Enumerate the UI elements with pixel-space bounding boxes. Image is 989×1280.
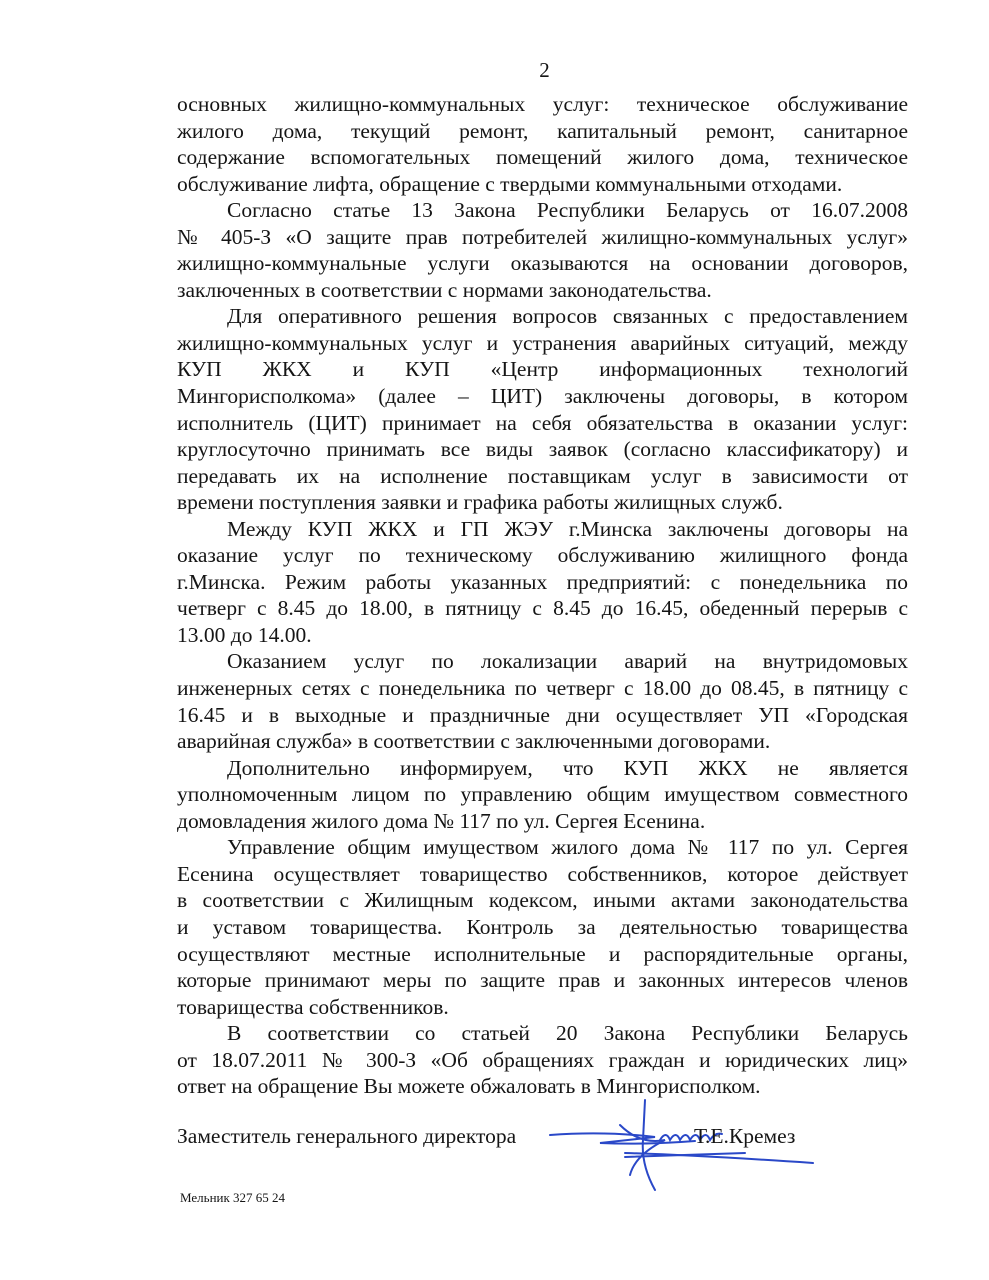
text-line: товарищества собственников. (177, 994, 449, 1019)
text-line: четверг с 8.45 до 18.00, в пятницу с 8.45 до 16.45, обеденный перерыв с (177, 596, 908, 621)
text-line: В соответствии со статьей 20 Закона Республики Беларусь (227, 1021, 908, 1046)
text-line: 16.45 и в выходные и праздничные дни осуществляет УП «Городская (177, 702, 908, 727)
text-line: осуществляют местные исполнительные и распорядительные органы, (177, 941, 908, 966)
text-line: времени поступления заявки и графика работы жилищных служб. (177, 490, 783, 515)
text-line: основных жилищно-коммунальных услуг: техническое обслуживание (177, 92, 908, 116)
text-line: заключенных в соответствии с нормами законодательства. (177, 277, 712, 302)
paragraph (177, 755, 908, 835)
text-line: и уставом товарищества. Контроль за деятельностью товарищества (177, 914, 908, 939)
text-line: Между КУП ЖКХ и ГП ЖЭУ г.Минска заключены договоры на (227, 516, 908, 541)
text-line: аварийная служба» в соответствии с заключенными договорами. (177, 729, 771, 754)
paragraph (177, 648, 908, 754)
paragraph (177, 1020, 908, 1100)
text-line: круглосуточно принимать все виды заявок (согласно классификатору) и (177, 437, 908, 462)
text-line: № 405-З «О защите прав потребителей жилищно-коммунальных услуг» (177, 224, 908, 249)
text-line: Для оперативного решения вопросов связанных с предоставлением (227, 304, 908, 329)
text-line: Оказанием услуг по локализации аварий на внутридомовых (227, 649, 908, 674)
signatory-position: Заместитель генерального директора (177, 1124, 517, 1148)
text-line: в соответствии с Жилищным кодексом, иными актами законодательства (177, 888, 908, 913)
signatory-name: Т.Е.Кремез (694, 1124, 796, 1148)
text-line: жилого дома, текущий ремонт, капитальный ремонт, санитарное (177, 118, 908, 143)
text-line: оказание услуг по техническому обслуживанию жилищного фонда (177, 543, 908, 568)
text-line: содержание вспомогательных помещений жилого дома, техническое (177, 145, 908, 170)
text-line: Управление общим имуществом жилого дома № 117 по ул. Сергея (227, 835, 908, 860)
text-line: домовладения жилого дома № 117 по ул. Сергея Есенина. (177, 808, 706, 833)
contact-footer: Мельник 327 65 24 (180, 1190, 286, 1205)
paragraph (177, 303, 908, 515)
text-line: жилищно-коммунальных услуг и устранения аварийных ситуаций, между (177, 330, 908, 355)
page-number: 2 (539, 58, 550, 82)
text-line: Согласно статье 13 Закона Республики Беларусь от 16.07.2008 (227, 198, 908, 223)
text-line: 13.00 до 14.00. (177, 622, 312, 647)
text-line: обслуживание лифта, обращение с твердыми коммунальными отходами. (177, 171, 843, 196)
text-line: которые принимают меры по защите прав и законных интересов членов (177, 968, 908, 993)
text-line: уполномоченным лицом по управлению общим имуществом совместного (177, 782, 908, 807)
text-line: исполнитель (ЦИТ) принимает на себя обязательства в оказании услуг: (177, 410, 908, 435)
paragraph (177, 197, 908, 303)
text-line: Есенина осуществляет товарищество собственников, которое действует (177, 861, 908, 886)
text-line: КУП ЖКХ и КУП «Центр информационных технологий (177, 357, 908, 382)
handwritten-signature (545, 1095, 815, 1205)
paragraph (177, 91, 908, 197)
text-line: передавать их на исполнение поставщикам услуг в зависимости от (177, 463, 908, 488)
paragraph (177, 834, 908, 1020)
text-line: г.Минска. Режим работы указанных предприятий: с понедельника по (177, 569, 908, 594)
text-line: Мингорисполкома» (далее – ЦИТ) заключены договоры, в котором (177, 384, 908, 409)
text-line: от 18.07.2011 № 300-З «Об обращениях граждан и юридических лиц» (177, 1047, 908, 1072)
text-line: инженерных сетях с понедельника по четверг с 18.00 до 08.45, в пятницу с (177, 676, 908, 701)
text-line: жилищно-коммунальные услуги оказываются на основании договоров, (177, 251, 908, 276)
paragraph (177, 516, 908, 649)
text-line: ответ на обращение Вы можете обжаловать в Мингорисполком. (177, 1074, 761, 1099)
text-line: Дополнительно информируем, что КУП ЖКХ не является (227, 755, 908, 780)
letter-body (177, 91, 908, 1100)
